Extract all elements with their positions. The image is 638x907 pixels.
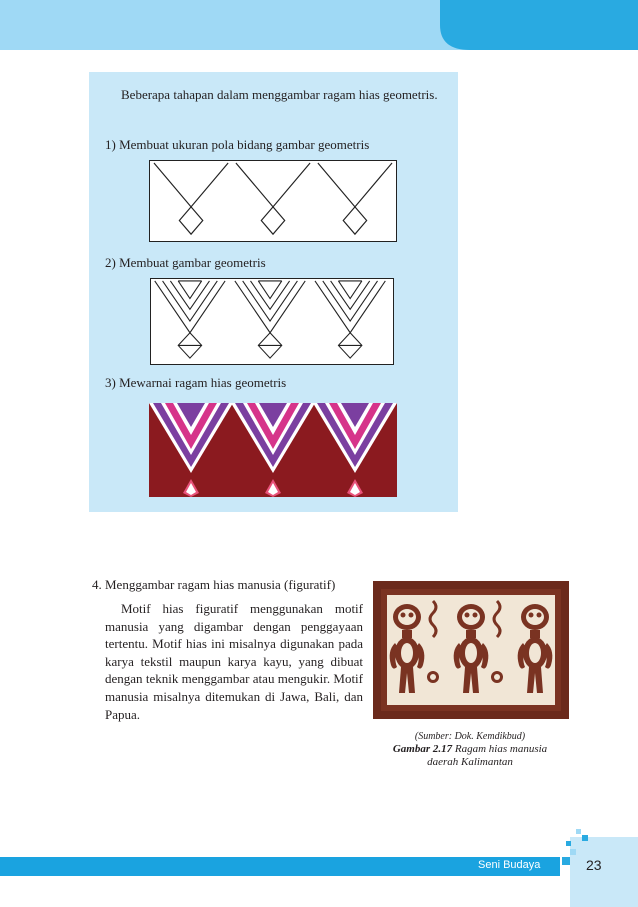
- colored-geometric-figure: [149, 403, 397, 497]
- step-3-label: 3) Mewarnai ragam hias geometris: [105, 375, 287, 390]
- geometric-drawing-figure: [150, 278, 394, 365]
- header-band: [0, 0, 638, 50]
- footer-book-title: Seni Budaya: [478, 859, 541, 871]
- figure-source: (Sumber: Dok. Kemdikbud): [414, 731, 526, 742]
- page-number: 23: [586, 857, 602, 873]
- pattern-outline-figure: [149, 160, 397, 242]
- step-2-label: 2) Membuat gambar geometris: [105, 255, 266, 270]
- figure-caption: [370, 730, 570, 769]
- figure-label: Gambar 2.17: [392, 743, 453, 755]
- figure-caption-line-1: Ragam hias manusia: [452, 743, 548, 755]
- footer-bar: [0, 857, 560, 876]
- kalimantan-human-motif-photo: [373, 581, 569, 719]
- step-1-label: 1) Membuat ukuran pola bidang gambar geometris: [105, 137, 370, 152]
- section-4-body: Motif hias figuratif menggunakan motif manusia yang digambar dengan penggayaan tertentu. Motif hias ini misalnya digunakan pada karya tekstil maupun karya kayu, yang dibuat dengan teknik menggambar atau mengukir. Motif manusia misalnya ditemukan di Jawa, Bali, dan Papua.: [105, 601, 363, 722]
- outline-motif: [154, 163, 228, 234]
- section-4-title: 4. Menggambar ragam hias manusia (figuratif): [92, 577, 336, 592]
- steps-intro: Beberapa tahapan dalam menggambar ragam hias geometris.: [121, 87, 438, 102]
- figure-caption-line-2: daerah Kalimantan: [427, 756, 513, 768]
